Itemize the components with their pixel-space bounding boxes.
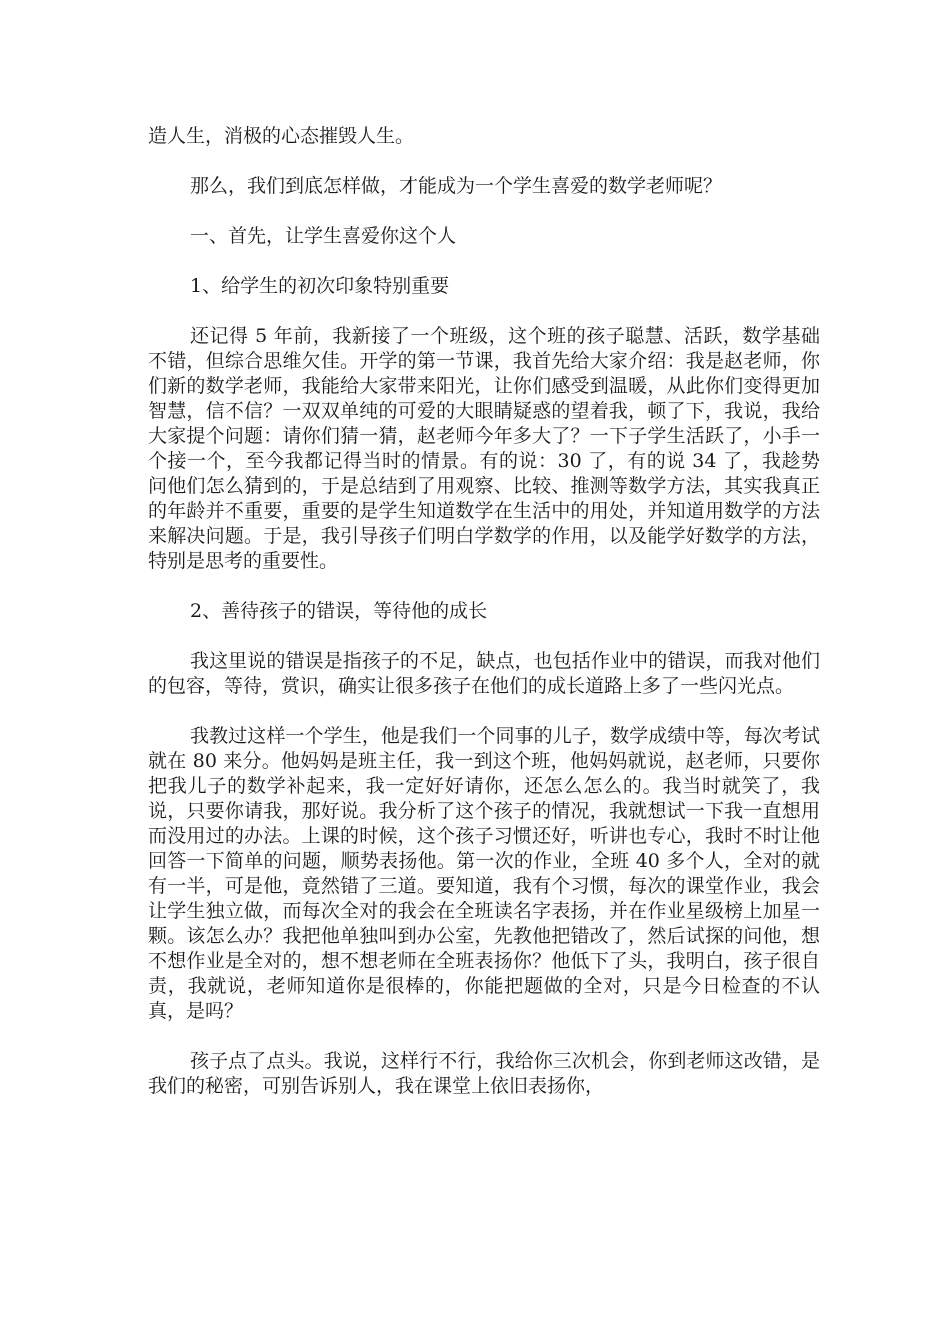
section-heading-1: 一、首先，让学生喜爱你这个人 (190, 225, 457, 247)
paragraph-question: 那么，我们到底怎样做，才能成为一个学生喜爱的数学老师呢？ (190, 175, 723, 197)
paragraph-first-impression: 还记得 5 年前，我新接了一个班级，这个班的孩子聪慧、活跃，数学基础不错，但综合思维欠佳。开学的第一节课，我首先给大家介绍：我是赵老师，你们新的数学老师，我能给大家带来阳光，让你们感受到温暖，从此你们变得更加智慧，信不信？一双双单纯的可爱的大眼睛疑惑的望着我，顿了下，我说，我给大家提个问题：请你们猜一猜，赵老师今年多大了？一下子学生活跃了，小手一个接一个，至今我都记得当时的情景。有的说：30 了，有的说 34 了，我趁势问他们怎么猜到的，于是总结到了用观察、比较、推测等数学方法，其实我真正的年龄并不重要，重要的是学生知道数学在生活中的用处，并知道用数学的方法来解决问题。于是，我引导孩子们明白学数学的作用，以及能学好数学的方法，特别是思考的重要性。 (148, 325, 820, 572)
paragraph-mistakes: 我这里说的错误是指孩子的不足，缺点，也包括作业中的错误，而我对他们的包容，等待，赏识，确实让很多孩子在他们的成长道路上多了一些闪光点。 (148, 650, 820, 697)
paragraph-student-story-continued: 孩子点了点头。我说，这样行不行，我给你三次机会，你到老师这改错，是我们的秘密，可别告诉别人，我在课堂上依旧表扬你， (148, 1050, 820, 1097)
paragraph-student-story: 我教过这样一个学生，他是我们一个同事的儿子，数学成绩中等，每次考试就在 80 来分。他妈妈是班主任，我一到这个班，他妈妈就说，赵老师，只要你把我儿子的数学补起来，我一定好好请你，还怎么怎么的。我当时就笑了，我说，只要你请我，那好说。我分析了这个孩子的情况，我就想试一下我一直想用而没用过的办法。上课的时候，这个孩子习惯还好，听讲也专心，我时不时让他回答一下简单的问题，顺势表扬他。第一次的作业，全班 40 多个人，全对的就有一半，可是他，竟然错了三道。要知道，我有个习惯，每次的课堂作业，我会让学生独立做，而每次全对的我会在全班读名字表扬，并在作业星级榜上加星一颗。该怎么办？我把他单独叫到办公室，先教他把错改了，然后试探的问他，想不想作业是全对的，想不想老师在全班表扬你？他低下了头，我明白，孩子很自责，我就说，老师知道你是很棒的，你能把题做的全对，只是今日检查的不认真，是吗？ (148, 725, 820, 1022)
subsection-heading-1: 1、给学生的初次印象特别重要 (190, 275, 450, 297)
subsection-heading-2: 2、善待孩子的错误，等待他的成长 (190, 600, 488, 622)
paragraph-continuation: 造人生，消极的心态摧毁人生。 (148, 125, 415, 147)
document-body (148, 124, 820, 1124)
